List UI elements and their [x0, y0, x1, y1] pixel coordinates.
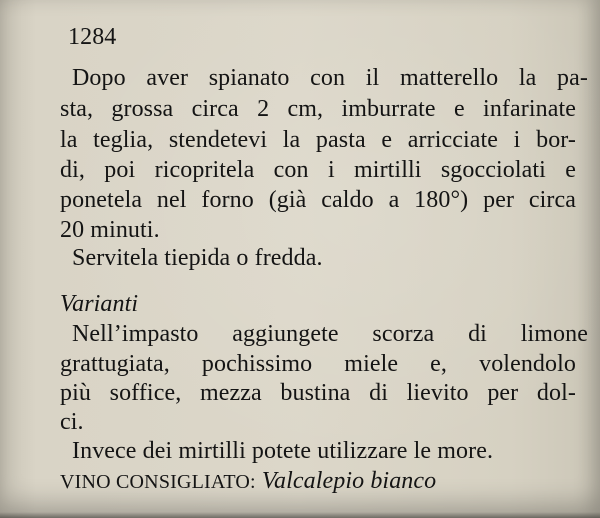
recipe-line-2: sta, grossa circa 2 cm, imburrate e infarinate	[60, 96, 576, 122]
wine-name: Valcalepio bianco	[261, 468, 437, 494]
variant-line-1: Nell’impasto aggiungete scorza di limone	[72, 321, 588, 347]
recipe-line-6: 20 minuti.	[60, 217, 160, 243]
wine-recommendation	[60, 466, 436, 497]
recipe-line-5: ponetela nel forno (già caldo a 180°) per circa	[60, 187, 576, 213]
serving-note: Servitela tiepida o fredda.	[72, 245, 323, 271]
variant-alternative: Invece dei mirtilli potete utilizzare le more.	[72, 438, 494, 464]
variant-line-2: grattugiata, pochissimo miele e, volendolo	[60, 351, 576, 377]
variants-heading: Varianti	[60, 291, 139, 317]
recipe-line-4: di, poi ricopritela con i mirtilli sgocciolati e	[60, 157, 576, 183]
wine-label: VINO CONSIGLIATO:	[60, 471, 256, 493]
recipe-line-1: Dopo aver spianato con il matterello la pa-	[72, 65, 588, 91]
recipe-line-3: la teglia, stendetevi la pasta e arricciate i bor-	[60, 127, 576, 153]
variant-line-4: ci.	[60, 409, 84, 435]
page-number: 1284	[68, 24, 117, 50]
variant-line-3: più soffice, mezza bustina di lievito per dol-	[60, 380, 576, 406]
